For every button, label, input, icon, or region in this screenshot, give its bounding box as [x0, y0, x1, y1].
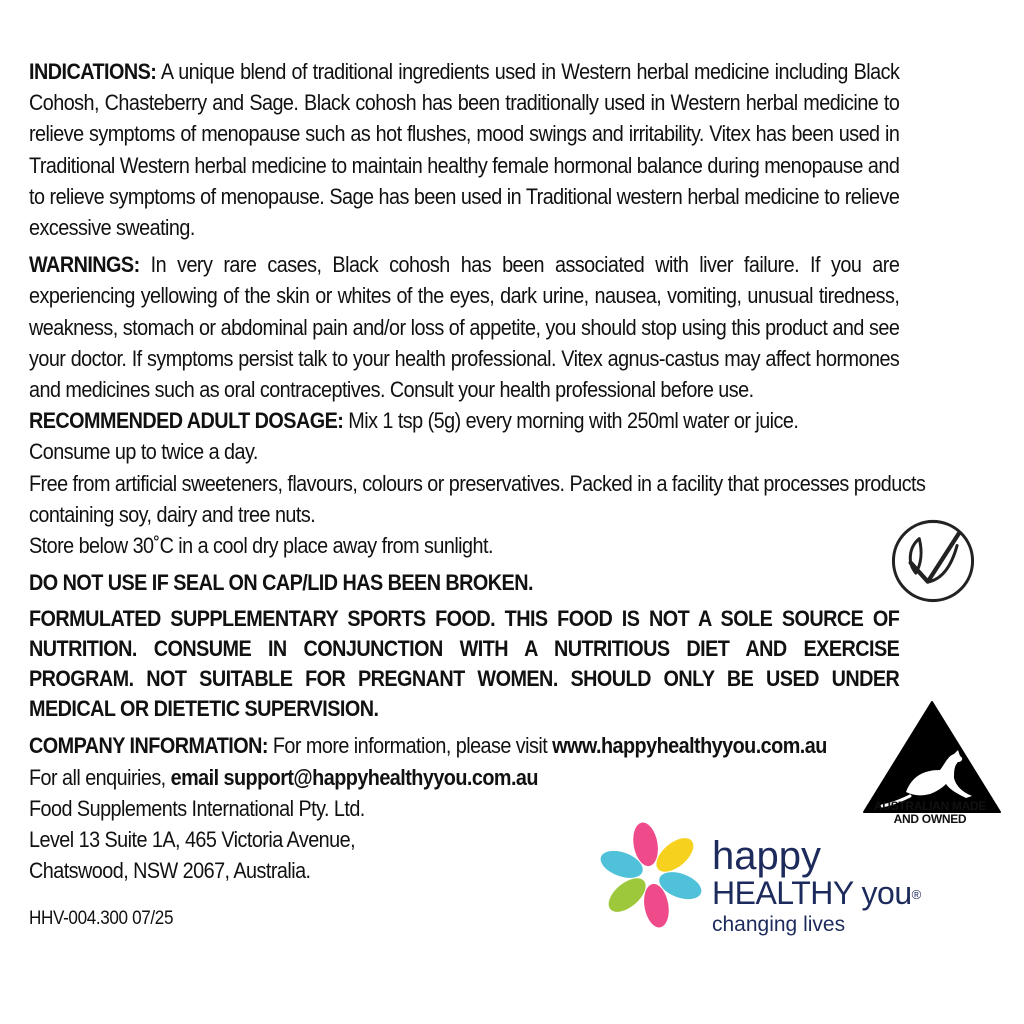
dosage-heading: RECOMMENDED ADULT DOSAGE: — [29, 408, 344, 434]
company-heading: COMPANY INFORMATION: — [29, 733, 268, 759]
aus-made-line-1: AUSTRALIAN MADE — [873, 799, 987, 813]
company-address-2: Chatswood, NSW 2067, Australia. — [29, 858, 311, 884]
aus-made-line-2: AND OWNED — [893, 812, 967, 826]
batch-code: HHV-004.300 07/25 — [29, 908, 174, 929]
seal-warning: DO NOT USE IF SEAL ON CAP/LID HAS BEEN BROKEN. — [29, 570, 533, 596]
enquiries-line — [29, 762, 899, 793]
dosage-body: Mix 1 tsp (5g) every morning with 250ml water or juice. — [343, 408, 799, 434]
company-visit-text: For more information, please visit — [267, 733, 553, 759]
company-line — [29, 730, 899, 761]
warnings-paragraph — [29, 249, 899, 405]
storage-text: Store below 30˚C in a cool dry place away from sunlight. — [29, 533, 493, 559]
brand-line-1: happy — [712, 834, 821, 878]
indications-body: A unique blend of traditional ingredients used in Western herbal medicine including Black Cohosh, Chasteberry and Sage. Black cohosh has been traditionally used in Western herbal medicine to relieve symptoms of menopause such as hot flushes, mood swings and irritability. Vitex has been used in Traditional Western herbal medicine to maintain healthy female hormonal balance during menopause and to relieve symptoms of menopause. Sage has been used in Traditional western herbal medicine to relieve excessive sweating. — [29, 59, 900, 241]
free-from-text: Free from artificial sweeteners, flavours, colours or preservatives. Packed in a facility that processes products containing soy, dairy and tree nuts. — [29, 470, 926, 527]
brand-logo — [712, 836, 921, 938]
leaf-check-icon — [890, 518, 976, 604]
dosage-line-2: Consume up to twice a day. — [29, 439, 258, 465]
brand-line-2 — [712, 876, 921, 910]
dosage-line — [29, 405, 899, 436]
enquiries-text: For all enquiries, — [29, 764, 171, 790]
flower-logo-icon — [596, 820, 706, 930]
company-email: email support@happyhealthyyou.com.au — [170, 764, 538, 790]
warnings-body: In very rare cases, Black cohosh has been associated with liver failure. If you are experiencing yellowing of the skin or whites of the eyes, dark urine, nausea, vomiting, unusual tiredness, weakness, stomach or abdominal pain and/or loss of appetite, you should stop using this product and see your doctor. If symptoms persist talk to your health professional. Vitex agnus-castus may affect hormones and medicines such as oral contraceptives. Consult your health professional before use. — [29, 252, 900, 403]
australian-made-text — [850, 800, 1010, 826]
warnings-heading: WARNINGS: — [29, 252, 140, 278]
company-website: www.happyhealthyyou.com.au — [552, 733, 827, 759]
indications-heading: INDICATIONS: — [29, 59, 157, 84]
indications-paragraph — [29, 56, 899, 243]
company-address-1: Level 13 Suite 1A, 465 Victoria Avenue, — [29, 827, 356, 853]
company-name: Food Supplements International Pty. Ltd. — [29, 795, 365, 821]
brand-tagline: changing lives — [712, 913, 846, 936]
formulated-notice: FORMULATED SUPPLEMENTARY SPORTS FOOD. THIS FOOD IS NOT A SOLE SOURCE OF NUTRITION. CONSUME IN CONJUNCTION WITH A NUTRITIOUS DIET AND EXERCISE PROGRAM. NOT SUITABLE FOR PREGNANT WOMEN. SHOULD ONLY BE USED UNDER MEDICAL OR DIETETIC SUPERVISION. — [29, 606, 900, 722]
label-text — [29, 56, 926, 886]
registered-mark: ® — [911, 887, 921, 902]
brand-name: HEALTHY you — [712, 875, 912, 911]
